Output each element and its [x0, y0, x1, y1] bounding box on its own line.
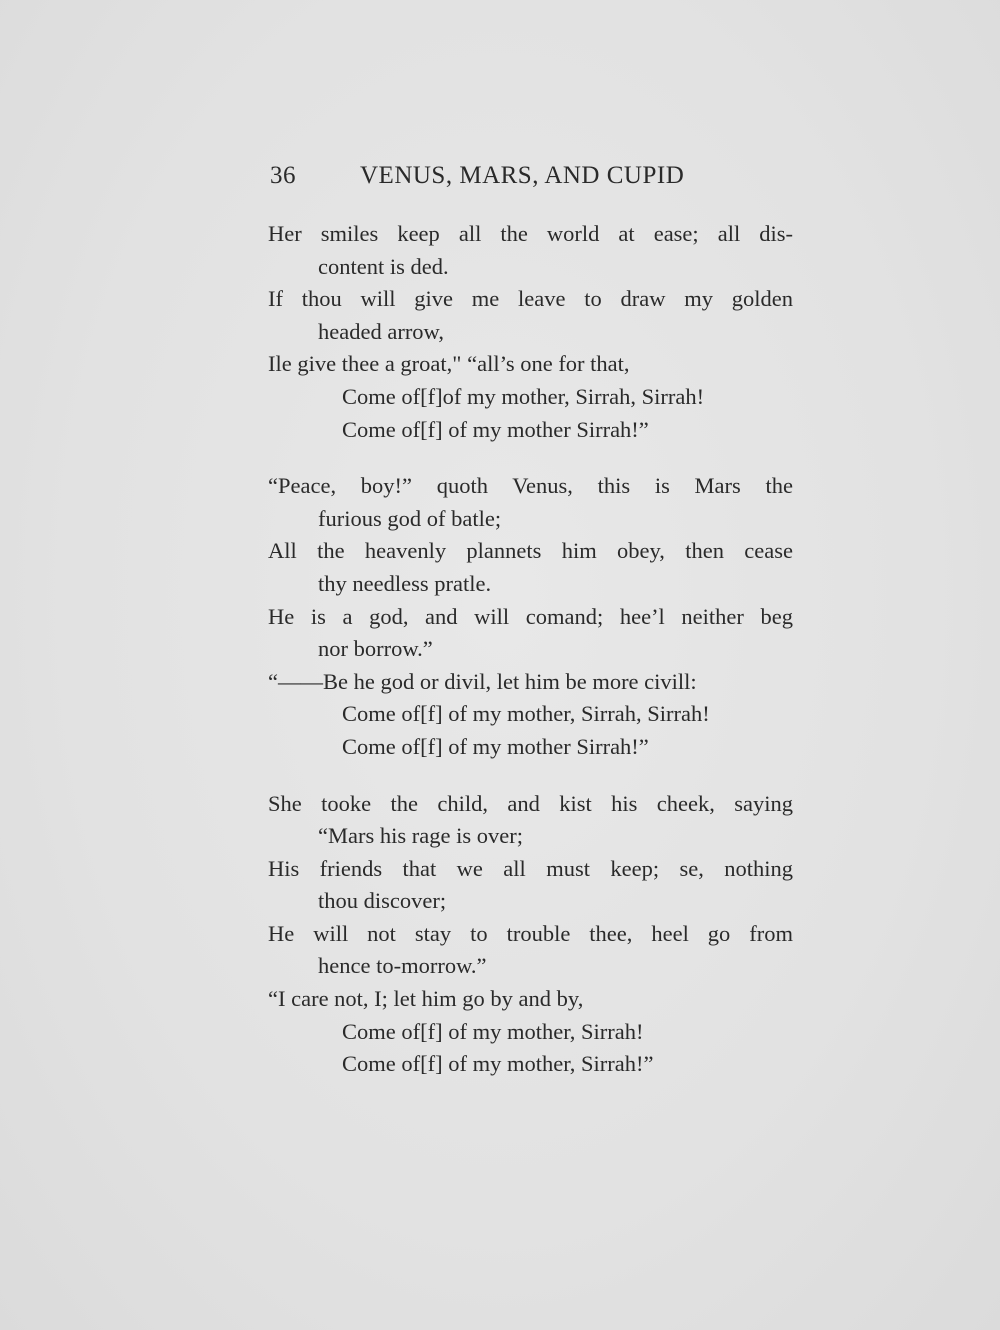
poem-line: thy needless pratle. — [318, 570, 492, 596]
refrain-line: Come of[f] of my mother, Sirrah!” — [342, 1051, 654, 1077]
poem-line: content is ded. — [318, 253, 449, 279]
poem-line: “I care not, I; let him go by and by, — [268, 986, 584, 1012]
poem-body — [268, 218, 798, 1105]
poem-line: She tooke the child, and kist his cheek, saying — [268, 790, 793, 816]
poem-line: headed arrow, — [318, 318, 444, 344]
stanza-1 — [268, 218, 798, 446]
refrain-line: Come of[f] of my mother Sirrah!” — [342, 733, 649, 759]
poem-line: nor borrow.” — [318, 636, 433, 662]
poem-line: thou discover; — [318, 888, 447, 914]
poem-line: His friends that we all must keep; se, nothing — [268, 855, 793, 881]
page-number: 36 — [270, 162, 296, 189]
poem-line: “Peace, boy!” quoth Venus, this is Mars the — [268, 473, 793, 499]
running-head — [270, 162, 790, 196]
page-title: VENUS, MARS, AND CUPID — [360, 162, 685, 189]
poem-line: If thou will give me leave to draw my golden — [268, 286, 793, 312]
poem-line: Ile give thee a groat," “all’s one for that, — [268, 351, 630, 377]
poem-line: “——Be he god or divil, let him be more civill: — [268, 668, 697, 694]
poem-line: furious god of batle; — [318, 505, 502, 531]
stanza-3 — [268, 788, 798, 1081]
poem-line: He is a god, and will comand; hee’l neither beg — [268, 603, 793, 629]
stanza-2 — [268, 470, 798, 763]
poem-line: All the heavenly plannets him obey, then cease — [268, 538, 793, 564]
poem-line: Her smiles keep all the world at ease; all dis- — [268, 221, 793, 246]
poem-line: “Mars his rage is over; — [318, 823, 523, 849]
poem-line: He will not stay to trouble thee, heel go from — [268, 920, 793, 946]
refrain-line: Come of[f] of my mother, Sirrah, Sirrah! — [342, 701, 710, 727]
refrain-line: Come of[f] of my mother Sirrah!” — [342, 416, 649, 442]
poem-line: hence to-morrow.” — [318, 953, 487, 979]
refrain-line: Come of[f] of my mother, Sirrah! — [342, 1018, 644, 1044]
refrain-line: Come of[f]of my mother, Sirrah, Sirrah! — [342, 383, 705, 409]
